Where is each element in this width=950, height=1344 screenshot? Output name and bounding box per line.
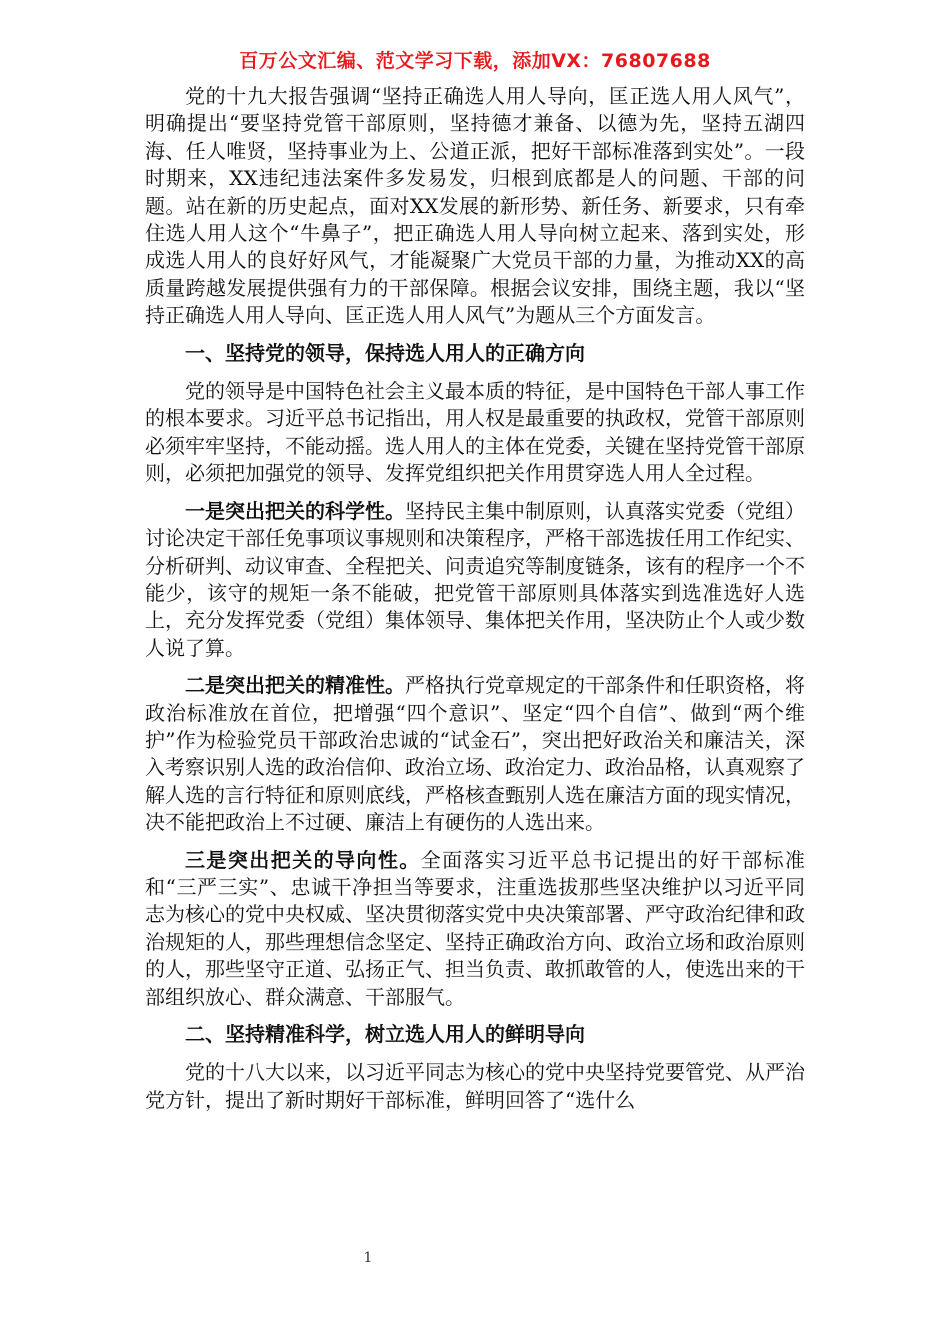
section-heading-2: 二、坚持精准科学，树立选人用人的鲜明导向 — [185, 1022, 585, 1046]
point-1-paragraph — [145, 498, 805, 662]
intro-paragraph: 党的十九大报告强调“坚持正确选人用人导向，匡正选人用人风气”，明确提出“要坚持党管干部原则，坚持德才兼备、以德为先，坚持五湖四海、任人唯贤，坚持事业为上、公道正派，把好干部标准落到实处”。一段时期来，XX违纪违法案件多发易发，归根到底都是人的问题、干部的问题。站在新的历史起点，面对XX发展的新形势、新任务、新要求，只有牵住选人用人这个“牛鼻子”，把正确选人用人导向树立起来、落到实处，形成选人用人的良好好风气，才能凝聚广大党员干部的力量，为推动XX的高质量跨越发展提供强有力的干部保障。根据会议安排，围绕主题，我以“坚持正确选人用人导向、匡正选人用人风气”为题从三个方面发言。 — [145, 84, 805, 328]
page-number: 1 — [363, 1250, 373, 1266]
point-2-lead: 二是突出把关的精准性。 — [185, 673, 405, 698]
point-2-paragraph — [145, 672, 805, 836]
point-3-text: 全面落实习近平总书记提出的好干部标准和“三严三实”、忠诚干净担当等要求，注重选拔那些坚决维护以习近平同志为核心的党中央权威、坚决贯彻落实党中央决策部署、严守政治纪律和政治规矩的人，那些理想信念坚定、坚持正确政治方向、政治立场和政治原则的人，那些坚守正道、弘扬正气、担当负责、敢抓敢管的人，使选出来的干部组织放心、群众满意、干部服气。 — [145, 847, 806, 1009]
point-1-lead: 一是突出把关的科学性。 — [185, 498, 405, 523]
document-body — [145, 83, 805, 1124]
point-3-lead: 三是突出把关的导向性。 — [185, 847, 421, 872]
point-1-text: 坚持民主集中制原则，认真落实党委（党组）讨论决定干部任免事项议事规则和决策程序，严格干部选拔任用工作纪实、分析研判、动议审查、全程把关、问责追究等制度链条，该有的程序一个不能少，该守的规矩一条不能破，把党管干部原则具体落实到选准选好人选上，充分发挥党委（党组）集体领导、集体把关作用，坚决防止个人或少数人说了算。 — [145, 498, 805, 660]
section-2-paragraph: 党的十八大以来，以习近平同志为核心的党中央坚持党要管党、从严治党方针，提出了新时期好干部标准，鲜明回答了“选什么 — [145, 1060, 805, 1112]
page-header-banner: 百万公文汇编、范文学习下载，添加VX：76807688 — [239, 50, 711, 72]
point-3-paragraph — [145, 847, 805, 1011]
section-heading-1: 一、坚持党的领导，保持选人用人的正确方向 — [185, 340, 585, 365]
point-2-text: 严格执行党章规定的干部条件和任职资格，将政治标准放在首位，把增强“四个意识”、坚定“四个自信”、做到“两个维护”作为检验党员干部政治忠诚的“试金石”，突出把好政治关和廉洁关，深入考察识别人选的政治信仰、政治立场、政治定力、政治品格，认真观察了解人选的言行特征和原则底线，严格核查甄别人选在廉洁方面的现实情况，决不能把政治上不过硬、廉洁上有硬伤的人选出来。 — [145, 673, 805, 835]
section-1-paragraph: 党的领导是中国特色社会主义最本质的特征，是中国特色干部人事工作的根本要求。习近平总书记指出，用人权是最重要的执政权，党管干部原则必须牢牢坚持，不能动摇。选人用人的主体在党委，关键在坚持党管干部原则，必须把加强党的领导、发挥党组织把关作用贯穿选人用人全过程。 — [145, 379, 805, 486]
